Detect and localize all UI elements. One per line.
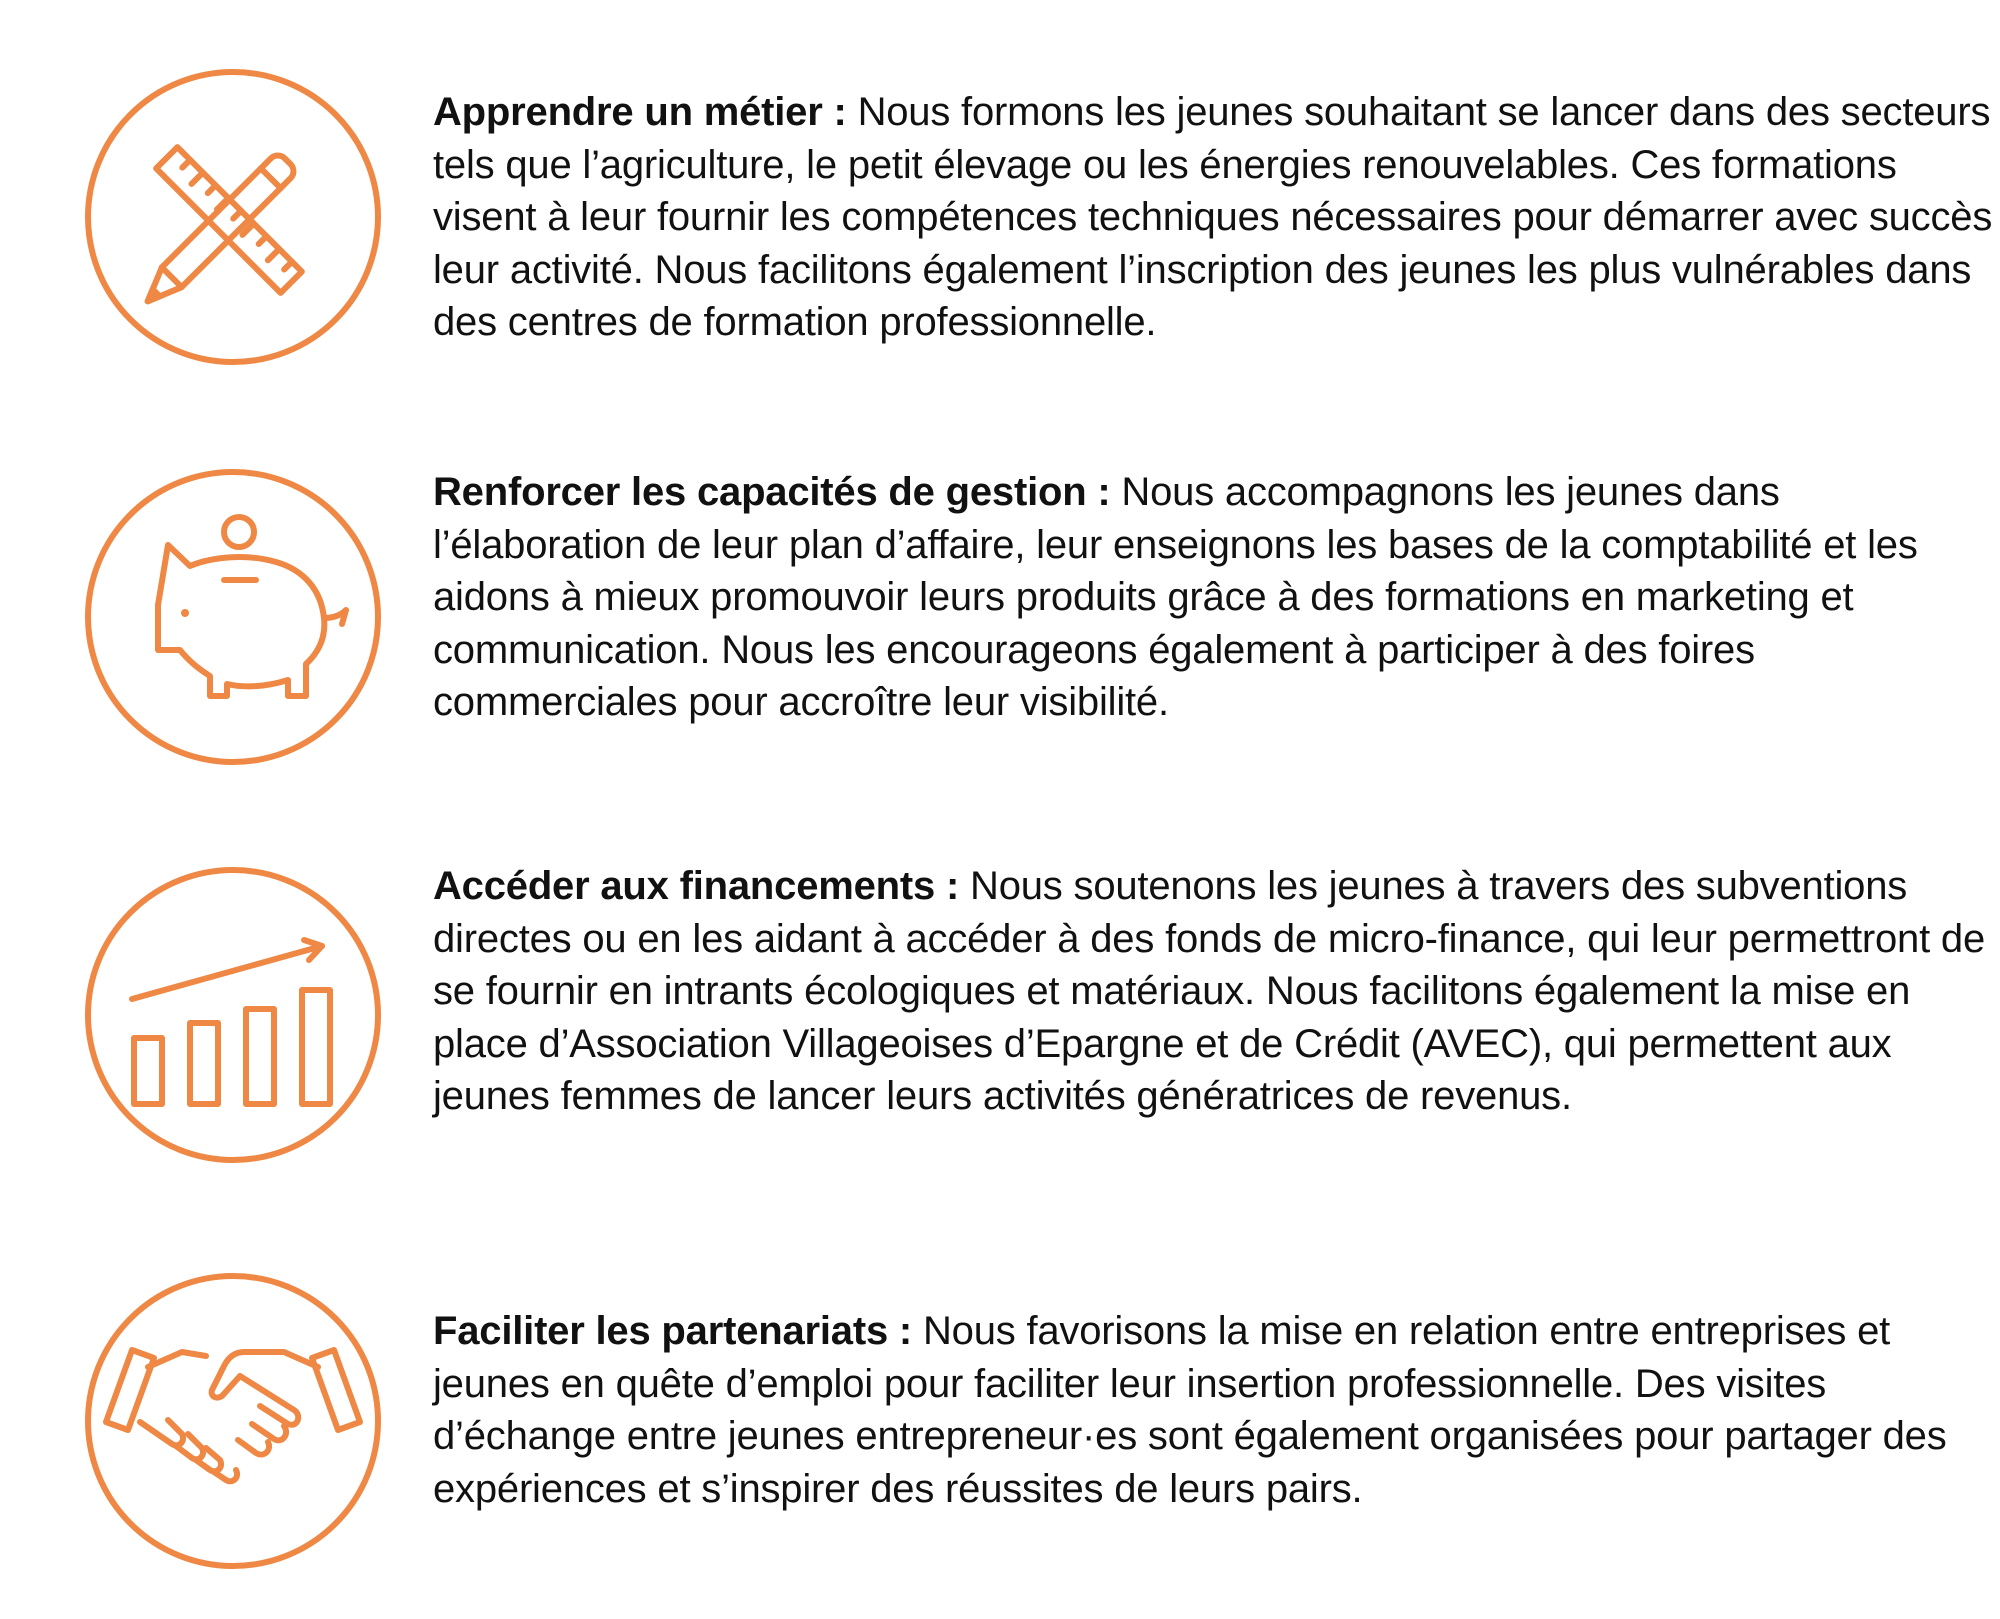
item-text [433,86,1993,349]
item-title: Faciliter les partenariats : [433,1309,913,1353]
item-title: Renforcer les capacités de gestion : [433,470,1111,514]
piggy-bank-icon [84,468,382,766]
item-text [433,466,1993,729]
item-body: Nous soutenons les jeunes à travers des subventions directes ou en les aidant à accéder à des fonds de micro-finance, qui leur permettront de se fournir en intrants écologiques et matériaux. Nous facilitons également la mise en place d’Association Villageoises d’Epargne et de Crédit (AVEC), qui permettent aux jeunes femmes de lancer leurs activités génératrices de revenus. [433,864,1985,1119]
growth-chart-icon [84,866,382,1164]
item-text [433,1305,1993,1515]
item-body: Nous accompagnons les jeunes dans l’élaboration de leur plan d’affaire, leur enseignons les bases de la comptabilité et les aidons à mieux promouvoir leurs produits grâce à des formations en marketing et communication. Nous les encourageons également à participer à des foires commerciales pour accroître leur visibilité. [433,470,1918,725]
item-title: Accéder aux financements : [433,864,960,908]
pencil-ruler-icon [84,68,382,366]
item-body: Nous formons les jeunes souhaitant se lancer dans des secteurs tels que l’agriculture, le petit élevage ou les énergies renouvelables. Ces formations visent à leur fournir les compétences techniques nécessaires pour démarrer avec succès leur activité. Nous facilitons également l’inscription des jeunes les plus vulnérables dans des centres de formation professionnelle. [433,90,1993,345]
item-body: Nous favorisons la mise en relation entre entreprises et jeunes en quête d’emploi pour faciliter leur insertion professionnelle. Des visites d’échange entre jeunes entrepreneur·es sont également organisées pour partager des expériences et s’inspirer des réussites de leurs pairs. [433,1309,1947,1511]
handshake-icon [84,1272,382,1570]
item-title: Apprendre un métier : [433,90,847,134]
item-text [433,860,1993,1123]
